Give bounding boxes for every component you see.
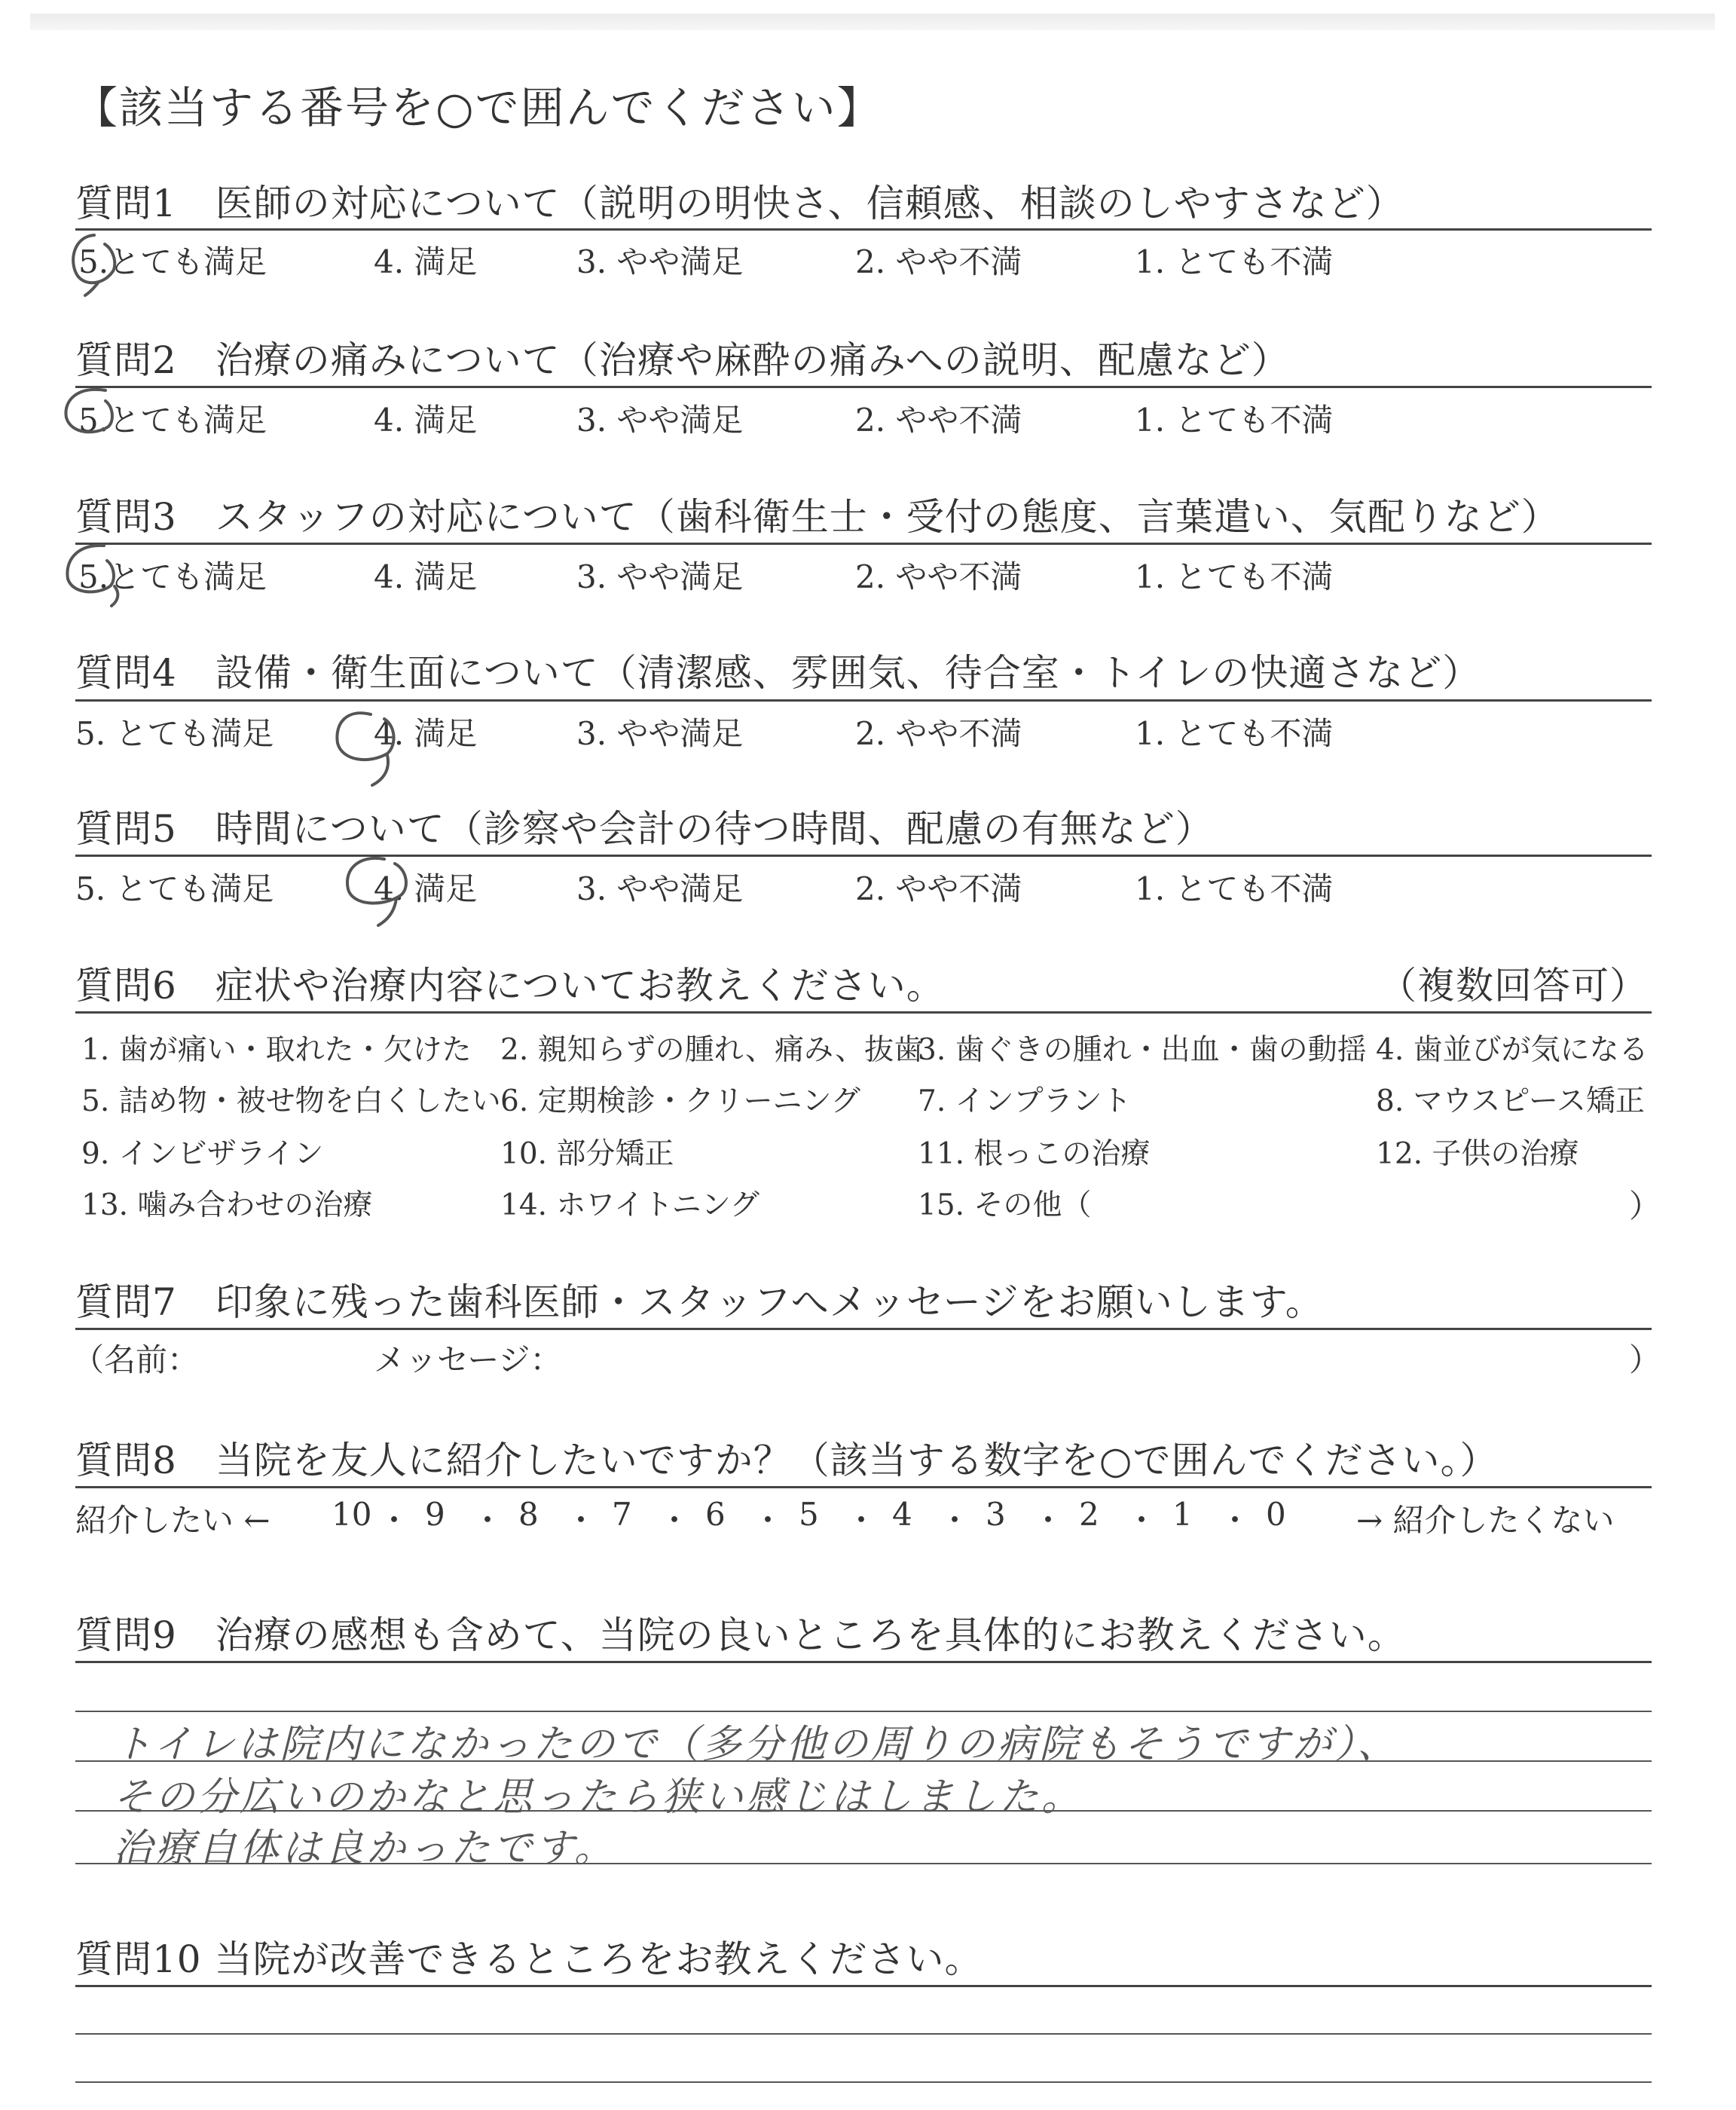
scan-top-band — [30, 14, 1715, 30]
q1-rule — [75, 228, 1652, 231]
q8-scale-separator: ・ — [565, 1502, 598, 1539]
q1-option-2[interactable]: 2. やや不満 — [855, 243, 1022, 280]
q10-answer-rule-1 — [75, 2033, 1652, 2035]
q8-scale-separator: ・ — [939, 1502, 971, 1539]
q6-item-15[interactable]: 15. その他（ — [918, 1188, 1092, 1222]
q5-option-2[interactable]: 2. やや不満 — [855, 870, 1022, 907]
q9-answer-line-2: その分広いのかなと思ったら狭い感じはしました。 — [113, 1775, 1084, 1820]
q8-left-label: 紹介したい ← — [75, 1502, 270, 1539]
q8-scale-option-1[interactable]: 1 — [1172, 1496, 1193, 1533]
q6-item-14[interactable]: 14. ホワイトニング — [500, 1188, 760, 1222]
q4-rule — [75, 699, 1652, 702]
q2-selection-circle — [60, 384, 128, 445]
page-heading: 【該当する番号を○で囲んでください】 — [74, 82, 882, 133]
q2-title: 質問2 治療の痛みについて（治療や麻酔の痛みへの説明、配慮など） — [75, 338, 1290, 382]
q5-option-3[interactable]: 3. やや満足 — [576, 870, 744, 907]
q3-selection-circle — [60, 541, 136, 609]
q8-scale-separator: ・ — [1219, 1502, 1252, 1539]
q9-answer-line-3: 治療自体は良かったです。 — [113, 1826, 616, 1871]
q7-name-label[interactable]: （名前： — [72, 1341, 200, 1378]
q10-title: 質問10 当院が改善できるところをお教えください。 — [75, 1937, 983, 1981]
q1-option-1[interactable]: 1. とても不満 — [1135, 243, 1334, 280]
q2-rule — [75, 386, 1652, 388]
q6-item-6[interactable]: 6. 定期検診・クリーニング — [500, 1084, 860, 1118]
q3-rule — [75, 543, 1652, 545]
q4-option-1[interactable]: 1. とても不満 — [1135, 715, 1334, 752]
q2-option-3[interactable]: 3. やや満足 — [576, 402, 744, 439]
q1-option-3[interactable]: 3. やや満足 — [576, 243, 744, 280]
q8-scale-option-9[interactable]: 9 — [425, 1496, 445, 1533]
q8-scale-separator: ・ — [659, 1502, 691, 1539]
q8-title: 質問8 当院を友人に紹介したいですか？（該当する数字を○で囲んでください。） — [75, 1439, 1499, 1482]
q5-title: 質問5 時間について（診察や会計の待つ時間、配慮の有無など） — [75, 807, 1214, 851]
q10-rule-top — [75, 1985, 1652, 1987]
q6-item-10[interactable]: 10. 部分矯正 — [500, 1137, 674, 1171]
q8-scale-option-2[interactable]: 2 — [1079, 1496, 1099, 1533]
q6-rule — [75, 1011, 1652, 1014]
q6-item-12[interactable]: 12. 子供の治療 — [1376, 1137, 1579, 1171]
q8-scale-option-3[interactable]: 3 — [986, 1496, 1006, 1533]
q3-option-1[interactable]: 1. とても不満 — [1135, 558, 1334, 595]
q5-option-4[interactable]: 4. 満足 — [374, 870, 478, 907]
q8-scale-separator: ・ — [1126, 1502, 1158, 1539]
q7-title: 質問7 印象に残った歯科医師・スタッフへメッセージをお願いします。 — [75, 1280, 1324, 1324]
q8-scale-separator: ・ — [472, 1502, 504, 1539]
q8-scale-option-0[interactable]: 0 — [1266, 1496, 1286, 1533]
q6-item-9[interactable]: 9. インビザライン — [81, 1137, 324, 1171]
q3-option-2[interactable]: 2. やや不満 — [855, 558, 1022, 595]
q3-option-3[interactable]: 3. やや満足 — [576, 558, 744, 595]
q5-rule — [75, 855, 1652, 857]
q8-scale-separator: ・ — [1032, 1502, 1065, 1539]
q2-option-4[interactable]: 4. 満足 — [374, 402, 478, 439]
q1-selection-circle — [64, 226, 132, 301]
q6-item-11[interactable]: 11. 根っこの治療 — [918, 1137, 1151, 1171]
q8-scale-option-8[interactable]: 8 — [518, 1496, 539, 1533]
q8-scale-separator: ・ — [378, 1502, 411, 1539]
q6-item-2[interactable]: 2. 親知らずの腫れ、痛み、抜歯 — [500, 1033, 924, 1067]
q6-item-1[interactable]: 1. 歯が痛い・取れた・欠けた — [81, 1033, 472, 1067]
q3-option-4[interactable]: 4. 満足 — [374, 558, 478, 595]
q8-scale-option-5[interactable]: 5 — [799, 1496, 819, 1533]
q6-item-3[interactable]: 3. 歯ぐきの腫れ・出血・歯の動揺 — [918, 1033, 1367, 1067]
q7-close-paren: ） — [1629, 1341, 1661, 1378]
q8-scale-option-10[interactable]: 10 — [332, 1496, 372, 1533]
q8-scale-separator: ・ — [845, 1502, 878, 1539]
q6-item-13[interactable]: 13. 噛み合わせの治療 — [81, 1188, 373, 1222]
q10-answer-rule-2 — [75, 2081, 1652, 2083]
q5-option-5[interactable]: 5. とても満足 — [75, 870, 274, 907]
q6-other-close-paren: ） — [1629, 1188, 1661, 1225]
q7-message-label[interactable]: メッセージ： — [374, 1341, 562, 1378]
q8-scale-option-4[interactable]: 4 — [892, 1496, 912, 1533]
q4-title: 質問4 設備・衛生面について（清潔感、雰囲気、待合室・トイレの快適さなど） — [75, 651, 1481, 695]
q8-scale-separator: ・ — [752, 1502, 784, 1539]
q2-option-1[interactable]: 1. とても不満 — [1135, 402, 1334, 439]
q8-right-label: → 紹介したくない — [1356, 1502, 1615, 1539]
q4-option-3[interactable]: 3. やや満足 — [576, 715, 744, 752]
q9-rule-top — [75, 1661, 1652, 1663]
q6-item-7[interactable]: 7. インプラント — [918, 1084, 1132, 1118]
q3-title: 質問3 スタッフの対応について（歯科衛生士・受付の態度、言葉遣い、気配りなど） — [75, 495, 1560, 539]
q4-option-4[interactable]: 4. 満足 — [374, 715, 478, 752]
q5-option-1[interactable]: 1. とても不満 — [1135, 870, 1334, 907]
q9-title: 質問9 治療の感想も含めて、当院の良いところを具体的にお教えください。 — [75, 1613, 1406, 1657]
q8-scale-option-7[interactable]: 7 — [612, 1496, 632, 1533]
q8-rule — [75, 1486, 1652, 1488]
q2-option-2[interactable]: 2. やや不満 — [855, 402, 1022, 439]
q9-answer-line-1: トイレは院内になかったので（多分他の周りの病院もそうですが）、 — [113, 1722, 1400, 1767]
q4-option-5[interactable]: 5. とても満足 — [75, 715, 274, 752]
q6-item-8[interactable]: 8. マウスピース矯正 — [1376, 1084, 1645, 1118]
q1-option-5[interactable]: 5.とても満足 — [78, 243, 267, 280]
q6-item-4[interactable]: 4. 歯並びが気になる — [1376, 1033, 1649, 1067]
q5-selection-circle — [332, 849, 422, 931]
q8-scale-option-6[interactable]: 6 — [705, 1496, 726, 1533]
q7-rule — [75, 1328, 1652, 1330]
q4-selection-circle — [324, 701, 407, 791]
q3-option-5[interactable]: 5.とても満足 — [78, 558, 267, 595]
q1-title: 質問1 医師の対応について（説明の明快さ、信頼感、相談のしやすさなど） — [75, 182, 1404, 225]
q1-option-4[interactable]: 4. 満足 — [374, 243, 478, 280]
q6-multiple-answer-note: （複数回答可） — [1379, 964, 1648, 1008]
q6-item-5[interactable]: 5. 詰め物・被せ物を白くしたい — [81, 1084, 501, 1118]
q6-title: 質問6 症状や治療内容についてお教えください。 — [75, 964, 945, 1008]
q2-option-5[interactable]: 5.とても満足 — [78, 402, 267, 439]
q4-option-2[interactable]: 2. やや不満 — [855, 715, 1022, 752]
